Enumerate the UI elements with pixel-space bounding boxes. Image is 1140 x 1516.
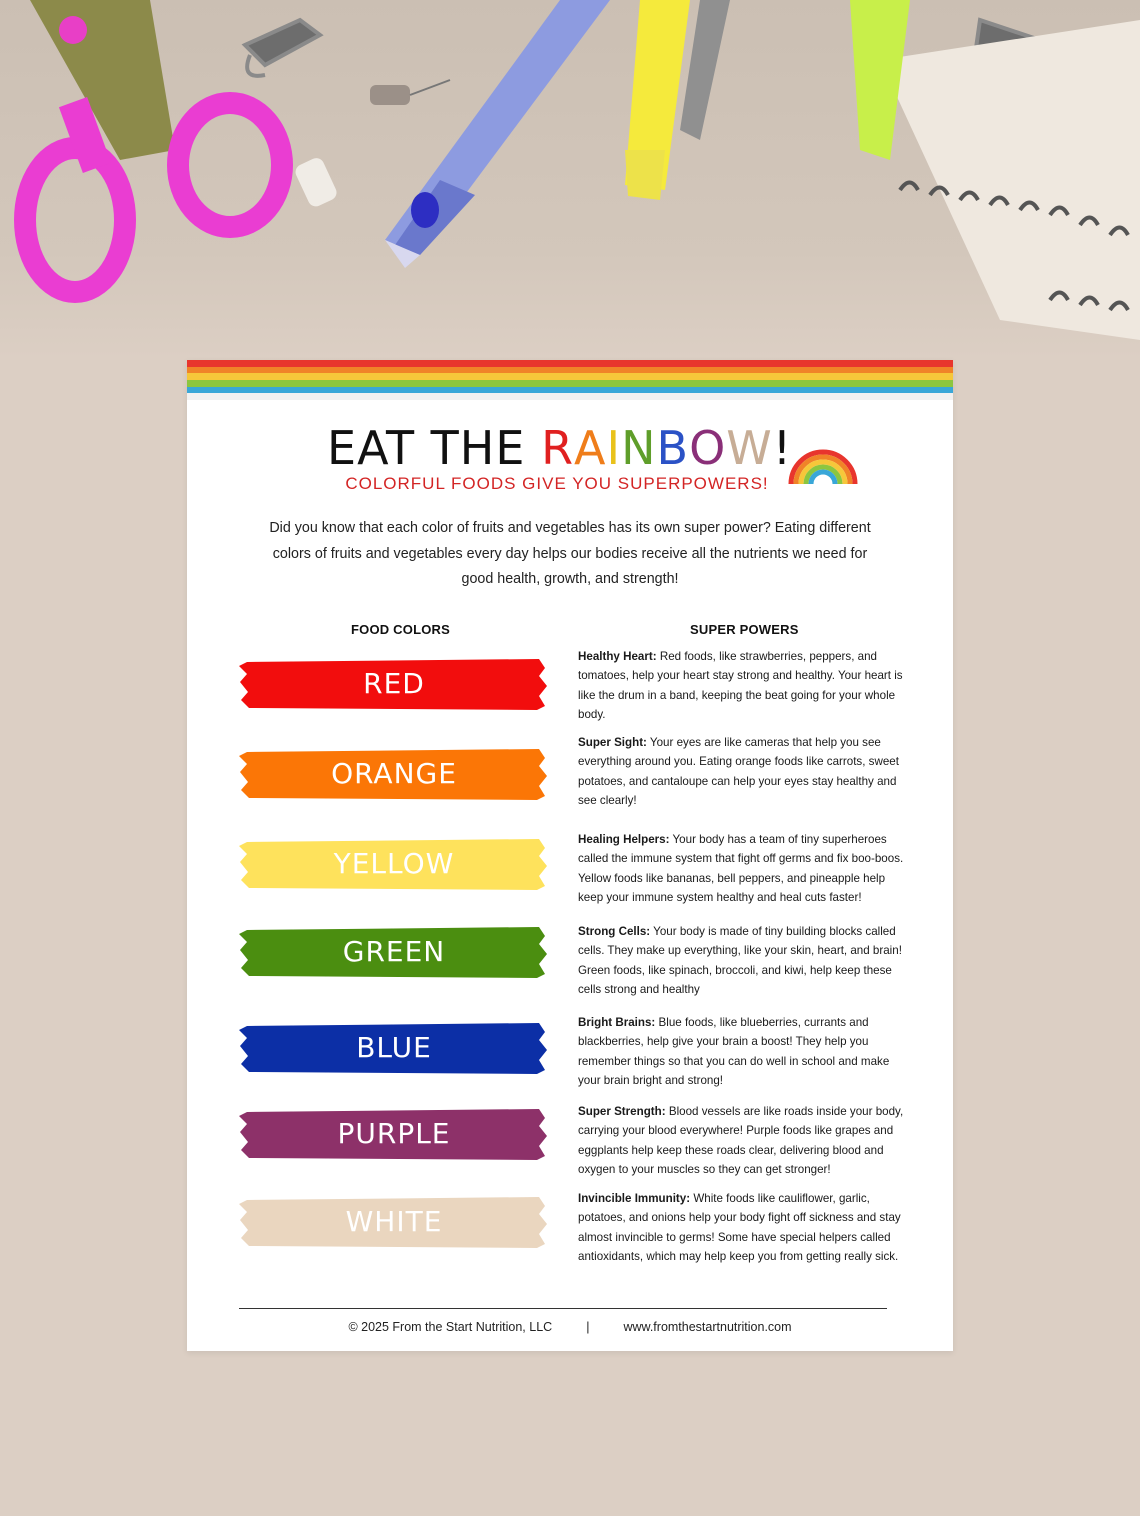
super-power-title: Healthy Heart:	[578, 650, 657, 663]
title-plain: EAT THE	[327, 421, 542, 475]
super-power-title: Strong Cells:	[578, 925, 651, 938]
color-swatch-red	[239, 656, 549, 712]
super-power-text	[578, 1013, 908, 1091]
footer-divider	[239, 1308, 887, 1309]
notebook-icon	[850, 0, 1140, 340]
food-colors-heading: FOOD COLORS	[351, 622, 450, 637]
super-power-description: Your body has a team of tiny superheroes called the immune system that fight off germs and fix boo-boos. Yellow foods like bananas, bell peppers, and pineapple help keep your immune system healthy and heal cuts faster!	[578, 833, 904, 905]
stripe	[187, 373, 953, 380]
intro-paragraph: Did you know that each color of fruits and vegetables has its own super power? Eating different colors of fruits and vegetables every day helps our bodies receive all the nutrients we need for good health, growth, and strength!	[269, 520, 871, 587]
super-power-text	[578, 733, 908, 811]
super-power-text	[578, 1102, 908, 1180]
color-label: WHITE	[345, 1205, 443, 1238]
title-letter: N	[621, 421, 657, 475]
super-power-description: Your eyes are like cameras that help you see everything around you. Eating orange foods like carrots, sweet potatoes, and cantaloupe can help your eyes stay healthy and see clearly!	[578, 736, 899, 808]
super-power-description: Blood vessels are like roads inside your body, carrying your blood everywhere! Purple foods like grapes and eggplants help keep these roads clear, delivering blood and oxygen to your muscles so they can get stronger!	[578, 1105, 904, 1177]
color-label: GREEN	[342, 935, 446, 968]
highlighter-icon	[625, 0, 730, 200]
desk-supplies-illustration	[0, 0, 1140, 360]
super-power-text	[578, 1189, 908, 1267]
title-letter: W	[726, 421, 773, 475]
desk-photo	[0, 0, 1140, 360]
color-label: RED	[363, 667, 425, 700]
footer	[187, 1320, 953, 1334]
color-label: PURPLE	[337, 1117, 451, 1150]
super-power-title: Super Sight:	[578, 736, 647, 749]
color-label: YELLOW	[333, 847, 455, 880]
stripe	[187, 360, 953, 367]
copyright: © 2025 From the Start Nutrition, LLC	[348, 1320, 553, 1334]
rainbow-stripes	[187, 360, 953, 400]
page-title	[327, 421, 793, 475]
footer-separator: |	[586, 1320, 590, 1334]
stripe	[187, 393, 953, 400]
pen-icon	[385, 0, 610, 268]
stripe	[187, 367, 953, 374]
title-letter: B	[656, 421, 690, 475]
title-letter: A	[574, 421, 607, 475]
title-exclamation: !	[772, 421, 793, 475]
color-swatch-purple	[239, 1106, 549, 1162]
title-rainbow-word	[541, 421, 773, 475]
color-swatch-yellow	[239, 836, 549, 892]
super-power-title: Healing Helpers:	[578, 833, 670, 846]
subtitle: COLORFUL FOODS GIVE YOU SUPERPOWERS!	[345, 474, 769, 493]
website-link[interactable]: www.fromthestartnutrition.com	[623, 1320, 792, 1334]
super-power-title: Super Strength:	[578, 1105, 666, 1118]
super-power-title: Invincible Immunity:	[578, 1192, 691, 1205]
super-power-description: Red foods, like strawberries, peppers, and tomatoes, help your heart stay strong and healthy. Your heart is like the drum in a band, keeping the beat going for your whole body.	[578, 650, 903, 722]
super-power-description: Your body is made of tiny building blocks called cells. They make up everything, like your skin, heart, and brain! Green foods, like spinach, broccoli, and kiwi, help keep these cells strong and healthy	[578, 925, 902, 997]
super-power-text	[578, 647, 908, 725]
stripe	[187, 387, 953, 394]
super-powers-heading: SUPER POWERS	[690, 622, 799, 637]
title-letter: I	[606, 421, 622, 475]
title-letter: R	[541, 421, 575, 475]
super-power-description: White foods like cauliflower, garlic, potatoes, and onions help your body fight off sickness and stay almost invincible to germs! Some have special helpers called antioxidants, which may help keep you from getting really sick.	[578, 1192, 901, 1264]
stripe	[187, 380, 953, 387]
super-power-description: Blue foods, like blueberries, currants and blackberries, help give your brain a boost! They help you remember things so that you can do well in school and make your brain bright and strong!	[578, 1016, 890, 1088]
color-label: BLUE	[356, 1031, 432, 1064]
handout-sheet	[187, 360, 953, 1351]
color-swatch-white	[239, 1194, 549, 1250]
super-power-text	[578, 830, 908, 908]
color-swatch-blue	[239, 1020, 549, 1076]
super-power-title: Bright Brains:	[578, 1016, 656, 1029]
color-label: ORANGE	[331, 757, 457, 790]
color-swatch-green	[239, 924, 549, 980]
title-letter: O	[689, 421, 727, 475]
color-swatch-orange	[239, 746, 549, 802]
super-power-text	[578, 922, 908, 1000]
